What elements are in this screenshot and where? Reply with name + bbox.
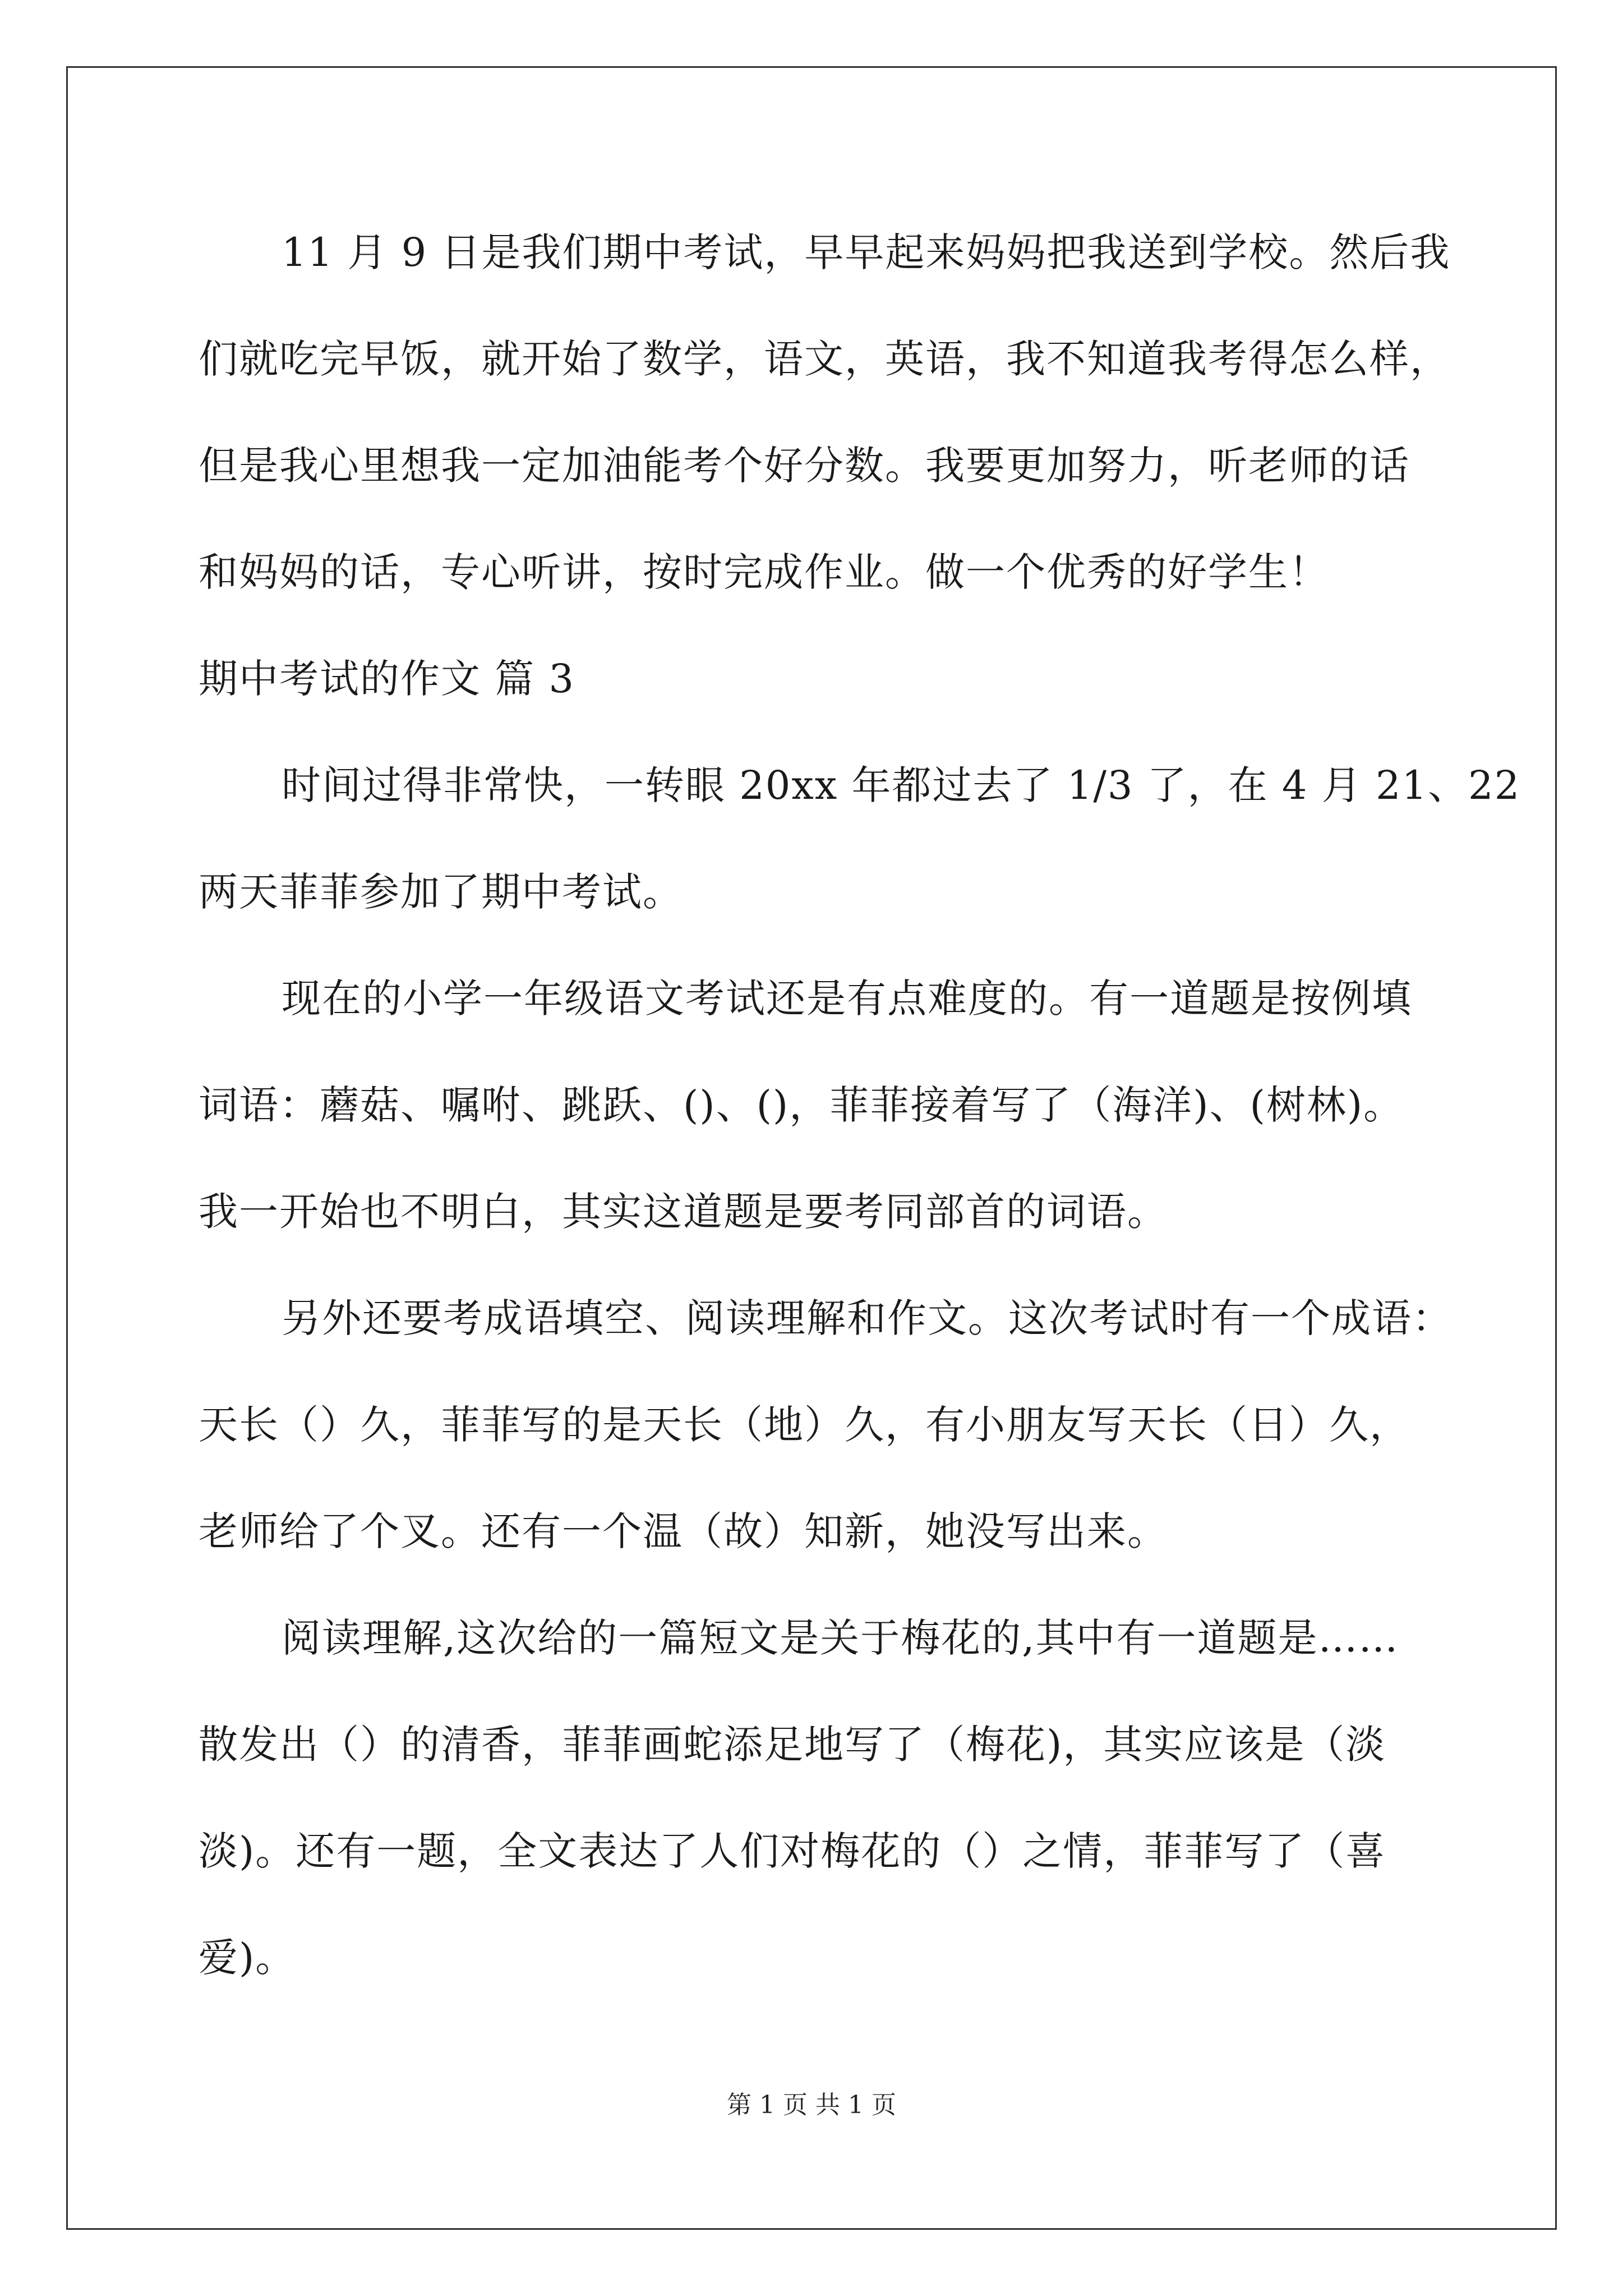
- paragraph-line: 天长（）久，菲菲写的是天长（地）久，有小朋友写天长（日）久，: [199, 1402, 1410, 1448]
- paragraph-line: 阅读理解,这次给的一篇短文是关于梅花的,其中有一道题是……: [282, 1615, 1399, 1661]
- paragraph-line: 时间过得非常快，一转眼 20xx 年都过去了 1/3 了，在 4 月 21、22: [282, 762, 1521, 808]
- paragraph-line: 但是我心里想我一定加油能考个好分数。我要更加努力，听老师的话: [199, 443, 1410, 489]
- paragraph-line: 爱)。: [199, 1935, 296, 1981]
- paragraph-line: 淡)。还有一题，全文表达了人们对梅花的（）之情，菲菲写了（喜: [199, 1828, 1386, 1874]
- paragraph-line: 老师给了个叉。还有一个温（故）知新，她没写出来。: [199, 1508, 1168, 1554]
- paragraph-line: 两天菲菲参加了期中考试。: [199, 869, 683, 915]
- paragraph-line: 另外还要考成语填空、阅读理解和作文。这次考试时有一个成语：: [282, 1295, 1453, 1341]
- paragraph-line: 现在的小学一年级语文考试还是有点难度的。有一道题是按例填: [282, 976, 1412, 1022]
- paragraph-line: 和妈妈的话，专心听讲，按时完成作业。做一个优秀的好学生！: [199, 549, 1329, 595]
- paragraph-line: 词语：蘑菇、嘱咐、跳跃、()、()，菲菲接着写了（海洋)、(树林)。: [199, 1082, 1404, 1128]
- paragraph-line: 散发出（）的清香，菲菲画蛇添足地写了（梅花)，其实应该是（淡: [199, 1722, 1386, 1768]
- section-heading: 期中考试的作文 篇 3: [199, 656, 575, 702]
- page-number: 第 1 页 共 1 页: [727, 2091, 896, 2119]
- page-border: [66, 66, 1557, 2230]
- paragraph-line: 们就吃完早饭，就开始了数学，语文，英语，我不知道我考得怎么样，: [199, 336, 1450, 382]
- paragraph-line: 11 月 9 日是我们期中考试，早早起来妈妈把我送到学校。然后我: [282, 229, 1451, 275]
- paragraph-line: 我一开始也不明白，其实这道题是要考同部首的词语。: [199, 1189, 1168, 1235]
